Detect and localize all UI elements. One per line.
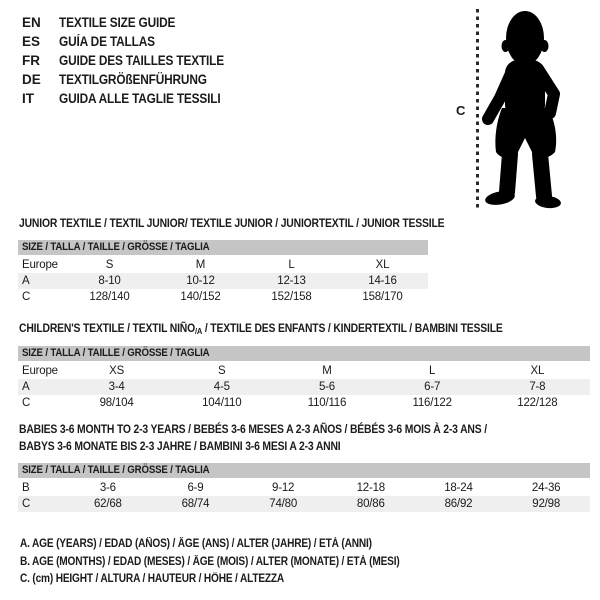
table-cell: 14-16 <box>368 275 397 287</box>
language-title: GUIDA ALLE TAGLIE TESSILI <box>59 91 221 106</box>
table-cell: 9-12 <box>272 482 295 494</box>
table-cell: B <box>22 482 30 494</box>
footnote-line-a: A. AGE (YEARS) / EDAD (AÑOS) / ÂGE (ANS) / ALTER (JAHRE) / ETÀ (ANNI) <box>20 538 372 550</box>
table-row-height <box>18 289 428 305</box>
table-cell: 158/170 <box>362 291 403 303</box>
size-header-bar: SIZE / TALLA / TAILLE / GRÖSSE / TAGLIA <box>18 463 590 478</box>
table-cell: 116/122 <box>412 397 452 409</box>
language-row-it <box>22 89 247 108</box>
language-row-fr <box>22 51 247 70</box>
table-cell: 152/158 <box>271 291 312 303</box>
table-cell: XL <box>375 259 390 271</box>
language-title: GUIDE DES TAILLES TEXTILE <box>59 53 225 68</box>
table-row-height <box>18 496 590 512</box>
table-cell: M <box>322 365 332 377</box>
table-cell: 4-5 <box>213 381 230 393</box>
language-row-es <box>22 32 247 51</box>
table-cell: 62/68 <box>93 498 122 510</box>
height-measure-label: C <box>456 103 466 118</box>
table-cell: M <box>195 259 206 271</box>
table-cell: 10-12 <box>186 275 215 287</box>
table-cell: 6-7 <box>424 381 441 393</box>
language-title: GUÍA DE TALLAS <box>59 34 155 49</box>
baby-silhouette-image <box>480 6 595 211</box>
table-row-europe <box>18 257 428 273</box>
table-cell: L <box>288 259 295 271</box>
footnote-line-c: C. (cm) HEIGHT / ALTURA / HAUTEUR / HÖHE / ALTEZZA <box>20 573 285 585</box>
table-cell: 86/92 <box>444 498 473 510</box>
table-cell: 80/86 <box>356 498 385 510</box>
babies-size-table <box>18 463 590 512</box>
table-cell: 18-24 <box>444 482 473 494</box>
table-cell: 104/110 <box>202 397 242 409</box>
table-cell: Europe <box>22 365 58 377</box>
table-cell: 3-6 <box>99 482 116 494</box>
table-row-age <box>18 273 428 289</box>
children-table-title: CHILDREN'S TEXTILE / TEXTIL NIÑO/A / TEXTILE DES ENFANTS / KINDERTEXTIL / BAMBINI TESSILE <box>19 321 503 336</box>
table-cell: 92/98 <box>532 498 561 510</box>
language-code: FR <box>22 53 40 68</box>
language-title: TEXTILE SIZE GUIDE <box>59 15 176 30</box>
height-figure <box>455 3 598 215</box>
language-row-de <box>22 70 247 89</box>
table-cell: 12-13 <box>277 275 306 287</box>
table-cell: XS <box>109 365 125 377</box>
table-cell: C <box>22 397 31 409</box>
table-row-height <box>18 395 590 411</box>
table-cell: S <box>105 259 114 271</box>
table-cell: C <box>22 291 31 303</box>
table-cell: C <box>22 498 31 510</box>
table-cell: S <box>218 365 226 377</box>
footnote-line-b: B. AGE (MONTHS) / EDAD (MESES) / ÂGE (MOIS) / ALTER (MONATE) / ETÀ (MESI) <box>20 555 400 568</box>
table-cell: A <box>22 381 30 393</box>
table-cell: 24-36 <box>531 482 561 494</box>
size-header-bar: SIZE / TALLA / TAILLE / GRÖSSE / TAGLIA <box>18 346 590 361</box>
junior-table-title: JUNIOR TEXTILE / TEXTIL JUNIOR/ TEXTILE JUNIOR / JUNIORTEXTIL / JUNIOR TESSILE <box>19 216 445 230</box>
table-cell: 128/140 <box>89 291 130 303</box>
size-header-bar: SIZE / TALLA / TAILLE / GRÖSSE / TAGLIA <box>18 240 428 255</box>
table-cell: 8-10 <box>98 275 121 287</box>
table-cell: Europe <box>22 259 58 271</box>
table-cell: 68/74 <box>181 498 210 510</box>
table-cell: A <box>22 275 30 287</box>
language-code: DE <box>22 72 41 87</box>
language-guide-list <box>22 13 247 108</box>
table-cell: 3-4 <box>108 381 125 393</box>
table-cell: 6-9 <box>187 482 204 494</box>
junior-size-table <box>18 240 428 305</box>
table-cell: 74/80 <box>269 498 298 510</box>
table-row-europe <box>18 363 590 379</box>
language-title: TEXTILGRÖßENFÜHRUNG <box>59 72 207 87</box>
table-cell: 122/128 <box>517 397 558 409</box>
language-code: EN <box>22 15 41 30</box>
table-cell: 140/152 <box>180 291 221 303</box>
table-row-age-months <box>18 480 590 496</box>
language-code: ES <box>22 34 41 49</box>
table-cell: 110/116 <box>307 397 347 409</box>
children-size-table <box>18 346 590 411</box>
footnotes <box>20 536 451 589</box>
table-cell: 12-18 <box>356 482 385 494</box>
table-row-age <box>18 379 590 395</box>
language-row-en <box>22 13 247 32</box>
table-cell: 5-6 <box>318 381 335 393</box>
language-code: IT <box>22 91 34 106</box>
babies-table-title: BABIES 3-6 MONTH TO 2-3 YEARS / BEBÉS 3-6 MESES A 2-3 AÑOS / BÉBÉS 3-6 MOIS À 2-3 ANS / BABYS 3-6 MONATE BIS 2-3 JAHRE / BAMBINI 3-6 MESI A 2-3 ANNI <box>19 422 487 453</box>
table-cell: L <box>429 365 436 377</box>
table-cell: XL <box>530 365 545 377</box>
table-cell: 98/104 <box>99 397 134 409</box>
table-cell: 7-8 <box>529 381 546 393</box>
height-dotted-line <box>476 9 479 210</box>
